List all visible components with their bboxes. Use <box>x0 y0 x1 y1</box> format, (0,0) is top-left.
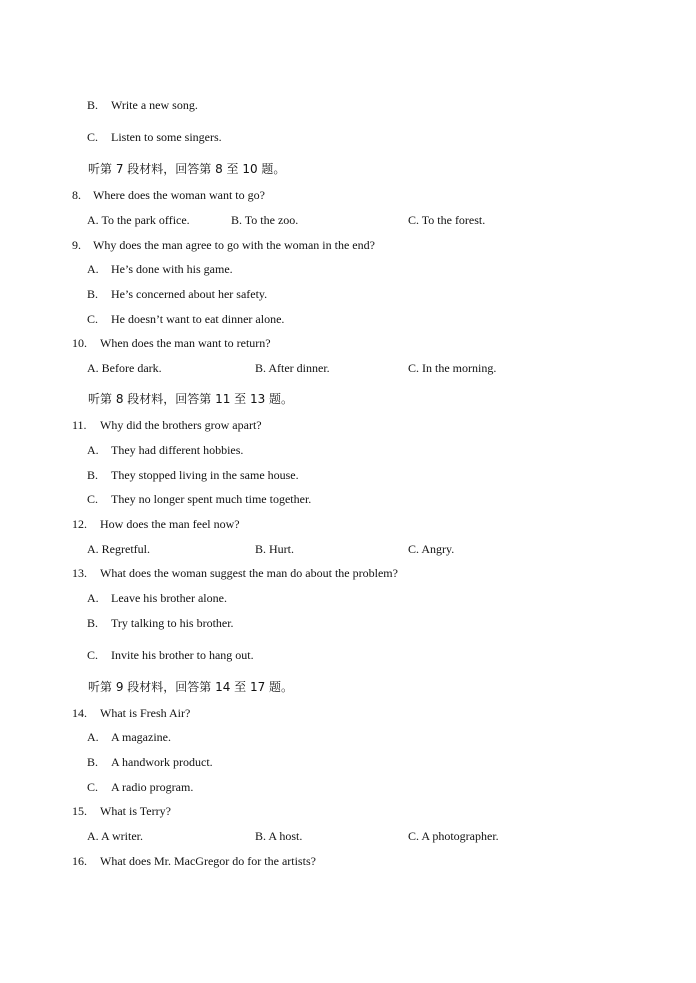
question-number: 12. <box>72 517 87 531</box>
question-number: 9. <box>72 238 81 252</box>
inline-option: C. In the morning. <box>408 361 497 375</box>
section-heading: 听第 9 段材料，回答第 14 至 17 题。 <box>88 680 294 694</box>
option-letter: A. <box>87 262 99 276</box>
inline-option: A. Regretful. <box>87 542 150 556</box>
option-text: He’s concerned about her safety. <box>111 287 268 301</box>
option-text: Write a new song. <box>111 98 198 112</box>
question-text: What is Fresh Air? <box>100 706 191 720</box>
question-number: 14. <box>72 706 87 720</box>
question-text: Where does the woman want to go? <box>93 188 265 202</box>
option-text: A handwork product. <box>111 755 213 769</box>
option-letter: A. <box>87 443 99 457</box>
question-number: 11. <box>72 418 87 432</box>
inline-option: C. To the forest. <box>408 213 486 227</box>
option-text: Leave his brother alone. <box>111 591 227 605</box>
inline-option: B. A host. <box>255 829 303 843</box>
inline-option: C. A photographer. <box>408 829 499 843</box>
option-letter: A. <box>87 591 99 605</box>
inline-option: A. To the park office. <box>87 213 190 227</box>
inline-option: A. Before dark. <box>87 361 162 375</box>
inline-option: C. Angry. <box>408 542 455 556</box>
question-number: 15. <box>72 804 87 818</box>
question-text: What is Terry? <box>100 804 171 818</box>
option-letter: B. <box>87 287 99 301</box>
question-number: 13. <box>72 566 87 580</box>
inline-option: A. A writer. <box>87 829 143 843</box>
option-letter: C. <box>87 130 99 144</box>
question-text: What does the woman suggest the man do about the problem? <box>100 566 398 580</box>
option-text: Try talking to his brother. <box>111 616 234 630</box>
option-letter: C. <box>87 492 99 506</box>
option-text: They had different hobbies. <box>111 443 244 457</box>
question-text: What does Mr. MacGregor do for the artists? <box>100 854 316 868</box>
inline-option: B. Hurt. <box>255 542 294 556</box>
option-letter: B. <box>87 616 99 630</box>
option-text: Invite his brother to hang out. <box>111 648 254 662</box>
section-heading: 听第 7 段材料，回答第 8 至 10 题。 <box>88 162 286 176</box>
option-letter: C. <box>87 780 99 794</box>
option-text: Listen to some singers. <box>111 130 222 144</box>
section-heading: 听第 8 段材料，回答第 11 至 13 题。 <box>88 392 294 406</box>
question-number: 16. <box>72 854 87 868</box>
question-text: Why did the brothers grow apart? <box>100 418 262 432</box>
question-number: 8. <box>72 188 81 202</box>
option-text: He’s done with his game. <box>111 262 233 276</box>
question-text: When does the man want to return? <box>100 336 271 350</box>
question-number: 10. <box>72 336 87 350</box>
option-text: A magazine. <box>111 730 171 744</box>
option-letter: A. <box>87 730 99 744</box>
option-text: They stopped living in the same house. <box>111 468 299 482</box>
option-text: They no longer spent much time together. <box>111 492 312 506</box>
inline-option: B. To the zoo. <box>231 213 299 227</box>
option-text: He doesn’t want to eat dinner alone. <box>111 312 285 326</box>
option-letter: C. <box>87 312 99 326</box>
option-letter: B. <box>87 98 99 112</box>
question-text: Why does the man agree to go with the woman in the end? <box>93 238 375 252</box>
option-letter: B. <box>87 468 99 482</box>
question-text: How does the man feel now? <box>100 517 240 531</box>
option-text: A radio program. <box>111 780 194 794</box>
option-letter: B. <box>87 755 99 769</box>
option-letter: C. <box>87 648 99 662</box>
inline-option: B. After dinner. <box>255 361 330 375</box>
